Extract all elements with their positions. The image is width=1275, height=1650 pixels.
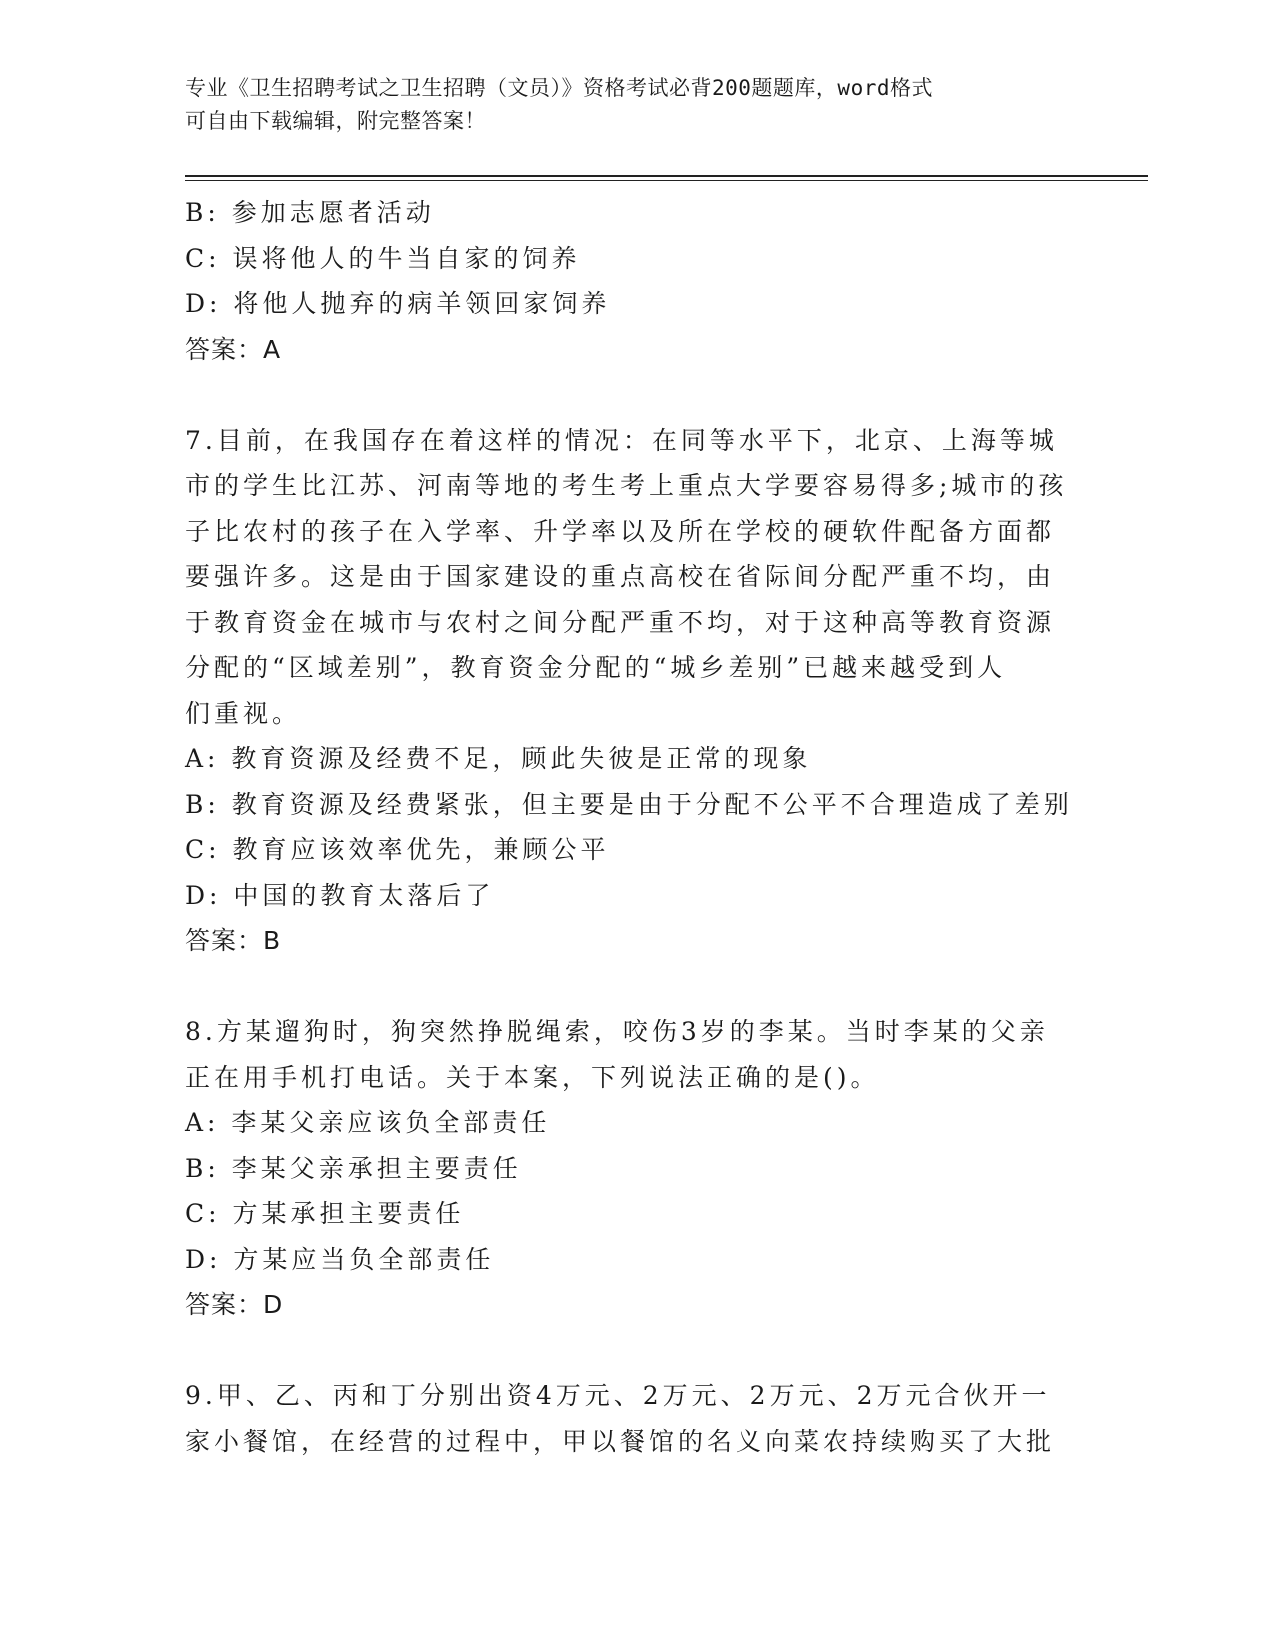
option-c: C: 教育应该效率优先，兼顾公平 [185, 835, 610, 864]
question-text-line: 8.方某遛狗时，狗突然挣脱绳索，咬伤3岁的李某。当时李某的父亲 [185, 1017, 1049, 1046]
answer: 答案：D [185, 1290, 284, 1319]
question-text-line: 7.目前，在我国存在着这样的情况：在同等水平下，北京、上海等城 [185, 425, 1058, 455]
option-d: D: 将他人抛弃的病羊领回家饲养 [185, 289, 611, 318]
answer: 答案：B [185, 926, 282, 955]
question-text-line: 家小餐馆，在经营的过程中，甲以餐馆的名义向菜农持续购买了大批 [185, 1426, 1056, 1456]
option-b: B: 参加志愿者活动 [185, 198, 435, 227]
question-text-line: 分配的“区域差别”，教育资金分配的“城乡差别”已越来越受到人 [185, 653, 1007, 682]
option-c: C: 误将他人的牛当自家的饲养 [185, 243, 581, 273]
question-text-line: 于教育资金在城市与农村之间分配严重不均，对于这种高等教育资源 [185, 607, 1056, 637]
question-text-line: 9.甲、乙、丙和丁分别出资4万元、2万元、2万元、2万元合伙开一 [185, 1381, 1051, 1410]
question-text-line: 子比农村的孩子在入学率、升学率以及所在学校的硬软件配备方面都 [185, 516, 1056, 546]
question-7 [185, 418, 1085, 964]
header-divider [185, 175, 1148, 177]
question-8 [185, 1009, 1085, 1328]
header-line-1: 专业《卫生招聘考试之卫生招聘（文员）》资格考试必背200题题库，word格式 [185, 76, 933, 100]
question-text-line: 要强许多。这是由于国家建设的重点高校在省际间分配严重不均，由 [185, 562, 1056, 591]
question-text-line: 正在用手机打电话。关于本案，下列说法正确的是()。 [185, 1062, 880, 1092]
option-a: A: 教育资源及经费不足，顾此失彼是正常的现象 [185, 744, 812, 773]
option-a: A: 李某父亲应该负全部责任 [185, 1108, 551, 1137]
header-divider-thin [185, 180, 1148, 181]
question-6 [185, 190, 1085, 372]
option-d: D: 方某应当负全部责任 [185, 1244, 495, 1274]
question-text-line: 市的学生比江苏、河南等地的考生考上重点大学要容易得多;城市的孩 [185, 471, 1068, 500]
question-text-line: 们重视。 [185, 698, 302, 728]
option-b: B: 教育资源及经费紧张，但主要是由于分配不公平不合理造成了差别 [185, 789, 1073, 819]
answer: 答案：A [185, 334, 282, 364]
question-content [185, 190, 1085, 1464]
question-9 [185, 1373, 1085, 1464]
document-header [185, 72, 1065, 138]
option-c: C: 方某承担主要责任 [185, 1199, 465, 1228]
header-line-2: 可自由下载编辑，附完整答案！ [185, 109, 486, 133]
option-d: D: 中国的教育太落后了 [185, 880, 495, 910]
option-b: B: 李某父亲承担主要责任 [185, 1153, 522, 1183]
